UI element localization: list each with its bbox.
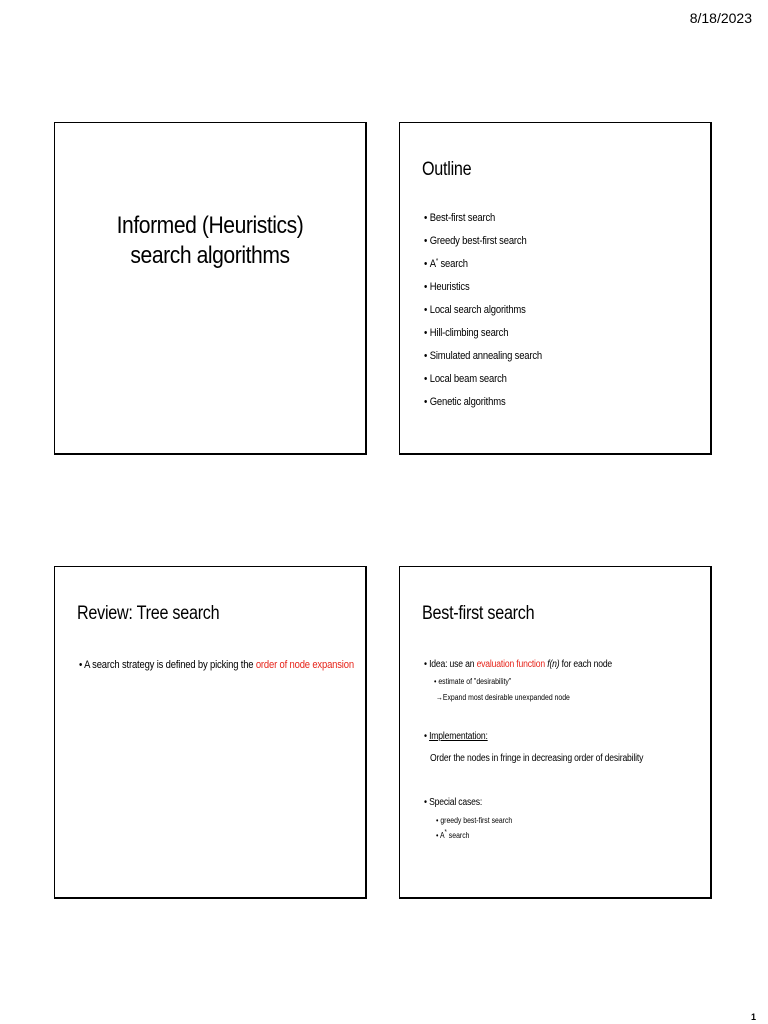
outline-item	[424, 257, 542, 280]
outline-item-suffix: search	[438, 258, 468, 270]
slide-2-title: Outline	[422, 159, 472, 180]
special-case-suffix: search	[446, 831, 470, 840]
function-name: f(n)	[547, 659, 560, 670]
idea-suffix: for each node	[559, 659, 613, 670]
slide-3-title: Review: Tree search	[77, 603, 220, 624]
idea-bullet	[424, 659, 612, 670]
outline-item: • Best-first search	[424, 211, 542, 234]
implementation-label: Implementation:	[429, 731, 488, 742]
slide-4	[399, 566, 712, 899]
page-number: 1	[750, 1012, 756, 1022]
outline-item: • Simulated annealing search	[424, 349, 542, 372]
outline-item: • Genetic algorithms	[424, 395, 542, 418]
bullet-text: A search strategy is defined by picking the	[84, 659, 256, 671]
slide-4-title: Best-first search	[422, 603, 535, 624]
outline-item: • Local beam search	[424, 372, 542, 395]
outline-item: • Greedy best-first search	[424, 234, 542, 257]
slide-3-bullet	[79, 659, 354, 671]
implementation-text: Order the nodes in fringe in decreasing order of desirability	[430, 753, 644, 764]
special-case-item	[436, 816, 512, 825]
asterisk-superscript: *	[444, 829, 447, 836]
sub-bullet	[434, 677, 511, 686]
sub-bullet-text: estimate of "desirability"	[438, 677, 512, 686]
implementation-bullet	[424, 731, 488, 742]
special-case-text: greedy best-first search	[440, 816, 513, 825]
outline-item: • Heuristics	[424, 280, 542, 303]
outline-item: • Hill-climbing search	[424, 326, 542, 349]
special-cases-bullet	[424, 797, 482, 808]
slide-2	[399, 122, 712, 455]
slide-1-title-line-1: Informed (Heuristics)	[116, 212, 304, 239]
bullet-glyph: •	[424, 659, 430, 670]
outline-list	[424, 211, 561, 418]
bullet-glyph: •	[79, 659, 85, 671]
expand-note: →Expand most desirable unexpanded node	[436, 693, 570, 702]
special-case-item	[436, 831, 469, 840]
asterisk-superscript: *	[435, 258, 439, 265]
highlighted-text: evaluation function	[476, 659, 546, 670]
special-case-text: A	[439, 831, 445, 840]
bullet-glyph: •	[434, 677, 439, 686]
slide-3	[54, 566, 367, 899]
idea-text: Idea: use an	[429, 659, 477, 670]
bullet-glyph: •	[424, 731, 430, 742]
special-cases-label: Special cases:	[429, 797, 483, 808]
bullet-glyph: •	[436, 816, 441, 825]
slide-1-title-line-2: search algorithms	[130, 242, 290, 269]
bullet-glyph: •	[424, 797, 430, 808]
highlighted-text: order of node expansion	[255, 659, 354, 671]
header-date: 8/18/2023	[689, 10, 752, 26]
outline-item: • Local search algorithms	[424, 303, 542, 326]
slide-1-title	[74, 211, 347, 271]
outline-item-text: A	[429, 258, 436, 270]
bullet-glyph: •	[436, 831, 440, 840]
slide-1	[54, 122, 367, 455]
